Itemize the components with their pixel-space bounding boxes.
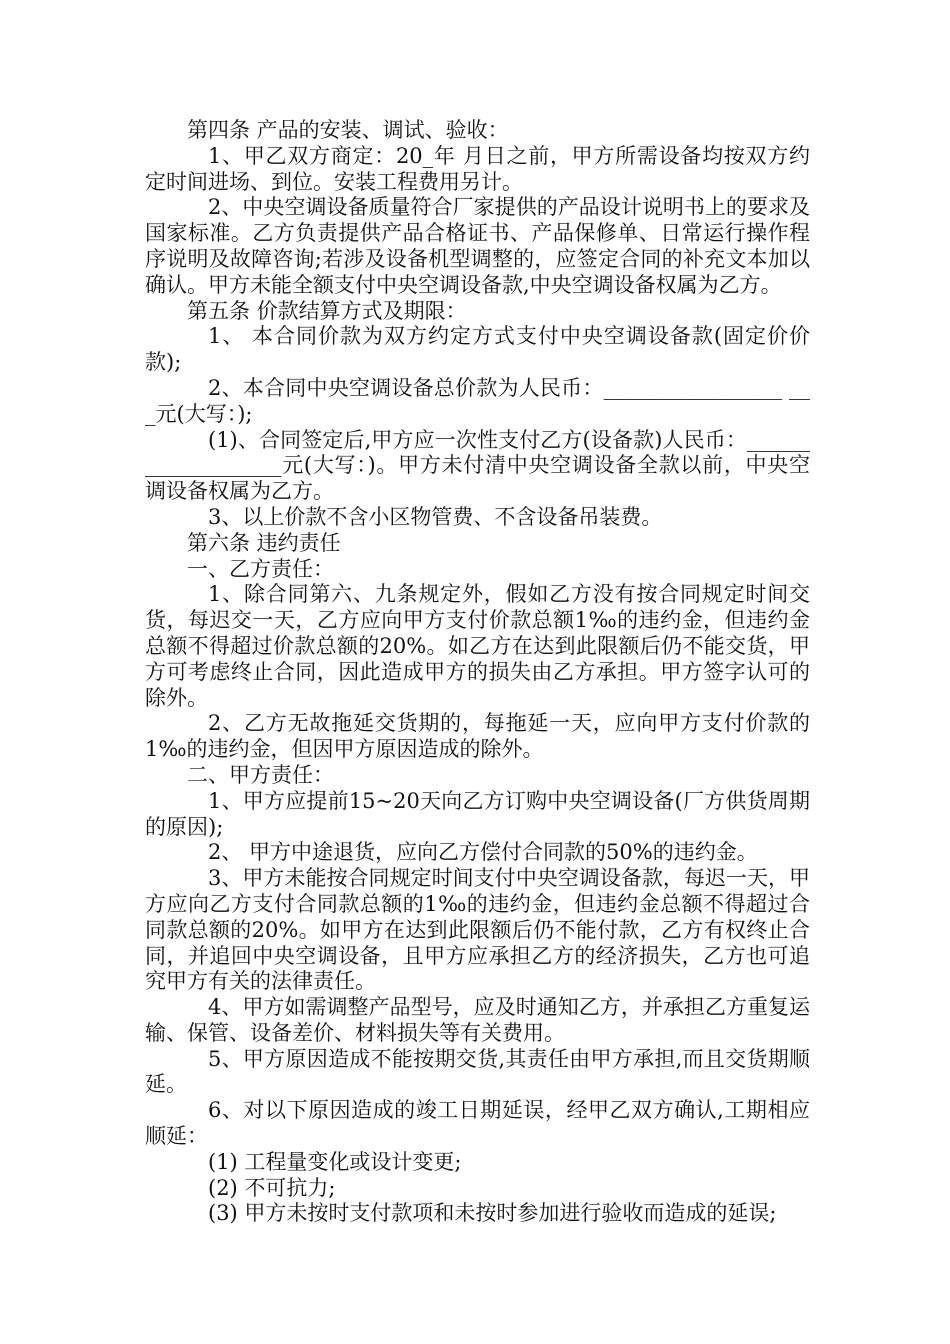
party-a-clause-4: 4、甲方如需调整产品型号，应及时通知乙方，并承担乙方重复运输、保管、设备差价、材料损失等有关费用。 <box>145 995 810 1045</box>
delay-reason-2: (2) 不可抗力; <box>208 1175 336 1200</box>
party-b-clause-1: 1、除合同第六、九条规定外，假如乙方没有按合同规定时间交货，每迟交一天，乙方应向甲方支付价款总额1‰的违约金，但违约金总额不得超过价款总额的20%。如乙方在达到此限额后仍不能交货，甲方可考虑终止合同，因此造成甲方的损失由乙方承担。甲方签字认可的除外。 <box>145 582 810 710</box>
party-a-clause-1: 1、甲方应提前15~20天向乙方订购中央空调设备(厂方供货周期的原因); <box>145 788 810 839</box>
article-4-heading: 第四条 产品的安装、调试、验收： <box>187 118 509 142</box>
article-5-clause-1: 1、 本合同价款为双方约定方式支付中央空调设备款(固定价价款); <box>145 324 810 375</box>
article-5-heading: 第五条 价款结算方式及期限： <box>187 298 467 323</box>
party-a-clause-5: 5、甲方原因造成不能按期交货,其责任由甲方承担,而且交货期顺延。 <box>145 1046 810 1097</box>
party-a-liability-heading: 二、甲方责任： <box>187 762 334 787</box>
article-4-clause-2: 2、中央空调设备质量符合厂家提供的产品设计说明书上的要求及国家标准。乙方负责提供产品合格证书、产品保修单、日常运行操作程序说明及故障咨询;若涉及设备机型调整的，应签定合同的补充文本加以确认。甲方未能全额支付中央空调设备款,中央空调设备权属为乙方。 <box>145 195 810 297</box>
delay-reason-3: (3) 甲方未按时支付款项和未按时参加进行验收而造成的延误; <box>208 1201 777 1226</box>
contract-page <box>145 118 810 1227</box>
party-b-clause-2: 2、乙方无故拖延交货期的，每拖延一天，应向甲方支付价款的1‰的违约金，但因甲方原因造成的除外。 <box>145 711 810 762</box>
article-6-heading: 第六条 违约责任 <box>187 530 341 555</box>
article-4-clause-1: 1、甲乙双方商定：20_年 月日之前，甲方所需设备均按双方约定时间进场、到位。安装工程费用另计。 <box>145 143 810 194</box>
delay-reason-1: (1) 工程量变化或设计变更; <box>208 1149 462 1174</box>
party-a-clause-3: 3、甲方未能按合同规定时间支付中央空调设备款，每迟一天，甲方应向乙方支付合同款总额的1‰的违约金，但违约金总额不得超过合同款总额的20%。如甲方在达到此限额后仍不能付款，乙方有权终止合同，并追回中央空调设备，且甲方应承担乙方的经济损失，乙方也可追究甲方有关的法律责任。 <box>145 866 810 994</box>
article-5-clause-3: 3、以上价款不含小区物管费、不含设备吊装费。 <box>208 504 663 529</box>
party-b-liability-heading: 一、乙方责任： <box>187 556 334 581</box>
party-a-clause-6: 6、对以下原因造成的竣工日期延误，经甲乙双方确认,工期相应顺延： <box>145 1098 810 1149</box>
party-a-clause-2: 2、 甲方中途退货，应向乙方偿付合同款的50%的违约金。 <box>208 840 758 865</box>
article-5-clause-2-sub-1: (1)、合同签定后,甲方应一次性支付乙方(设备款)人民币：___________________元(大写：)。甲方未付清中央空调设备全款以前，中央空调设备权属为乙方。 <box>145 427 810 504</box>
article-5-clause-2: 2、本合同中央空调设备总价款为人民币：_________________ ___元(大写：); <box>145 375 810 426</box>
